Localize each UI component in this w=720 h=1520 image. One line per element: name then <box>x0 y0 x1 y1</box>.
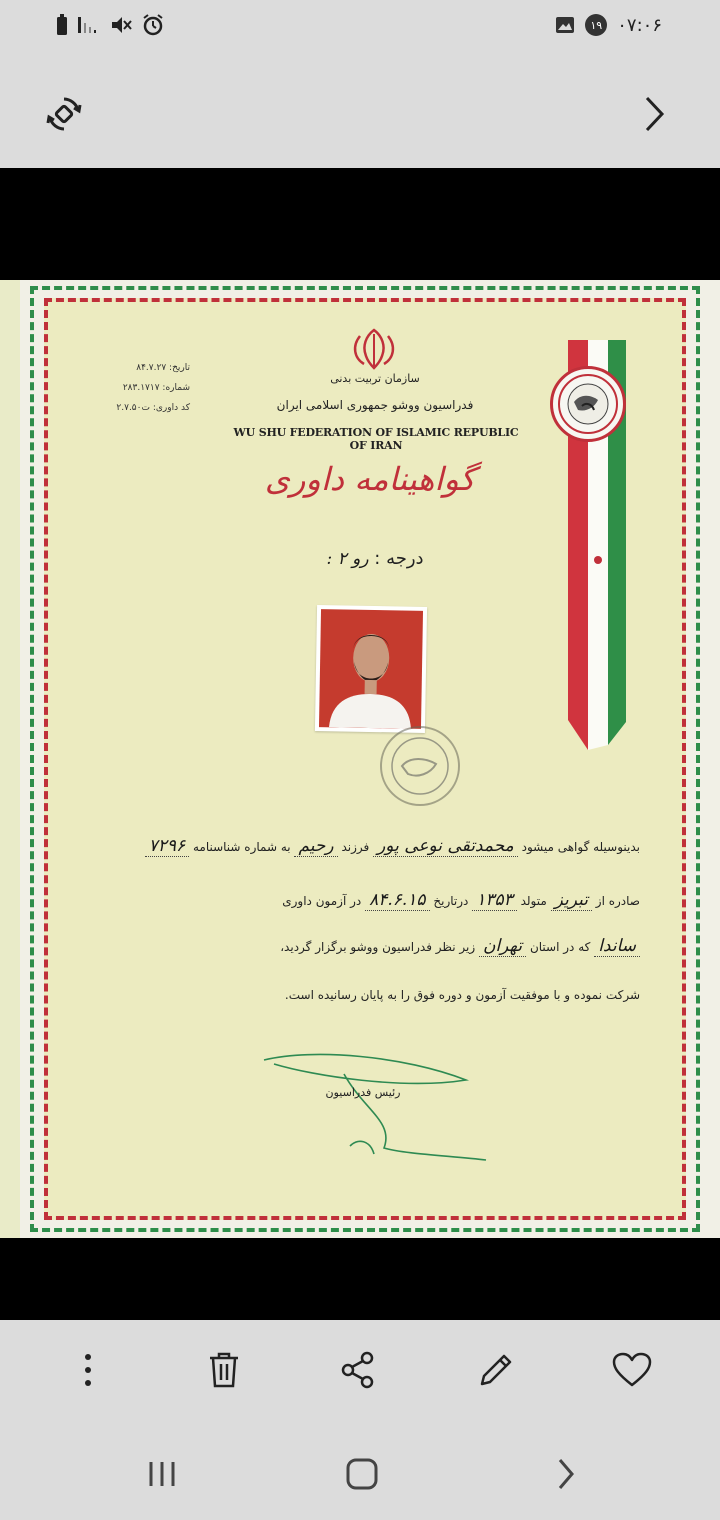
grade-line <box>300 548 450 569</box>
org-name-2: فدراسیون ووشو جمهوری اسلامی ایران <box>276 398 474 412</box>
person-portrait-icon <box>319 609 423 729</box>
number-label: شماره: <box>162 383 190 393</box>
status-bar <box>0 0 720 56</box>
federation-logo <box>550 366 626 442</box>
recent-apps-button[interactable] <box>140 1452 184 1496</box>
trash-icon <box>207 1351 241 1389</box>
battery-icon <box>56 14 68 36</box>
rotate-icon <box>45 95 83 133</box>
father-name: رحیم <box>294 836 337 857</box>
date-label: تاریخ: <box>169 363 190 373</box>
status-time: ۰۷:۰۶ <box>617 14 662 36</box>
grade-label: درجه : <box>374 548 424 569</box>
back-button[interactable] <box>544 1452 588 1496</box>
favorite-button[interactable] <box>608 1346 656 1394</box>
mute-icon <box>110 15 132 35</box>
certificate-meta <box>90 358 190 418</box>
image-viewer[interactable] <box>0 168 720 1320</box>
number-value: ۲۸۳.۱۷۱۷ <box>122 383 160 393</box>
recent-apps-icon <box>147 1460 177 1488</box>
ref-code-value: ت۲.۷.۵۰ <box>116 403 150 413</box>
home-icon <box>346 1458 378 1490</box>
image-notification-icon <box>555 15 575 35</box>
more-vertical-icon <box>84 1353 92 1387</box>
delete-button[interactable] <box>200 1346 248 1394</box>
certificate-line-1: بدینوسیله گواهی میشود محمدتقی نوعی پور فرزند رحیم به شماره شناسنامه ۷۲۹۶ <box>80 836 640 857</box>
date-value: ۸۴.۷.۲۷ <box>136 363 167 373</box>
pencil-icon <box>478 1352 514 1388</box>
exam-date: ۸۴.۶.۱۵ <box>365 890 429 911</box>
certificate-line-3: ساندا که در استان تهران زیر نظر فدراسیون ووشو برگزار گردید، <box>80 936 640 957</box>
share-icon <box>340 1351 376 1389</box>
status-icons-right <box>555 14 662 36</box>
iran-emblem-icon <box>348 326 400 370</box>
grade-value: رو ۲ : <box>326 549 369 569</box>
holder-name: محمدتقی نوعی پور <box>373 836 518 857</box>
certificate-image <box>0 280 720 1238</box>
portrait-photo <box>315 605 427 733</box>
exam-field: ساندا <box>594 936 640 957</box>
signal-icon <box>78 15 100 35</box>
chevron-right-icon <box>557 1458 575 1490</box>
chevron-right-icon <box>642 94 666 134</box>
province: تهران <box>479 936 526 957</box>
certificate-line-2: صادره از تبریز متولد ۱۳۵۳ درتاریخ ۸۴.۶.۱۵ در آزمون داوری <box>282 890 640 910</box>
next-button[interactable] <box>630 90 678 138</box>
stamp-icon <box>382 728 458 804</box>
org-name-1: سازمان تربیت بدنی <box>330 372 420 385</box>
ref-code-label: کد داوری: <box>152 403 190 413</box>
certificate-line-4: شرکت نموده و با موفقیت آزمون و دوره فوق را به پایان رسانیده است. <box>284 988 640 1002</box>
wushu-logo-icon <box>556 372 620 436</box>
bottom-toolbar <box>0 1320 720 1420</box>
signature-label: رئیس فدراسیون <box>325 1086 401 1099</box>
system-nav-bar <box>0 1420 720 1520</box>
more-options-button[interactable] <box>68 1346 108 1394</box>
issued-place: تبریز <box>551 890 592 911</box>
top-toolbar <box>0 56 720 168</box>
notification-badge: ۱۹ <box>585 14 607 36</box>
share-button[interactable] <box>334 1346 382 1394</box>
rotate-button[interactable] <box>40 90 88 138</box>
edit-button[interactable] <box>472 1346 520 1394</box>
org-name-english: WU SHU FEDERATION OF ISLAMIC REPUBLIC OF IRAN <box>233 426 519 452</box>
certificate-title: گواهینامه داوری <box>264 460 476 498</box>
signature-icon <box>254 1050 494 1170</box>
alarm-icon <box>142 14 164 36</box>
federation-stamp <box>380 726 460 806</box>
birth-year: ۱۳۵۳ <box>472 890 517 911</box>
heart-icon <box>612 1352 652 1388</box>
id-number: ۷۲۹۶ <box>145 836 190 857</box>
home-button[interactable] <box>340 1452 384 1496</box>
status-icons-left <box>56 14 164 36</box>
